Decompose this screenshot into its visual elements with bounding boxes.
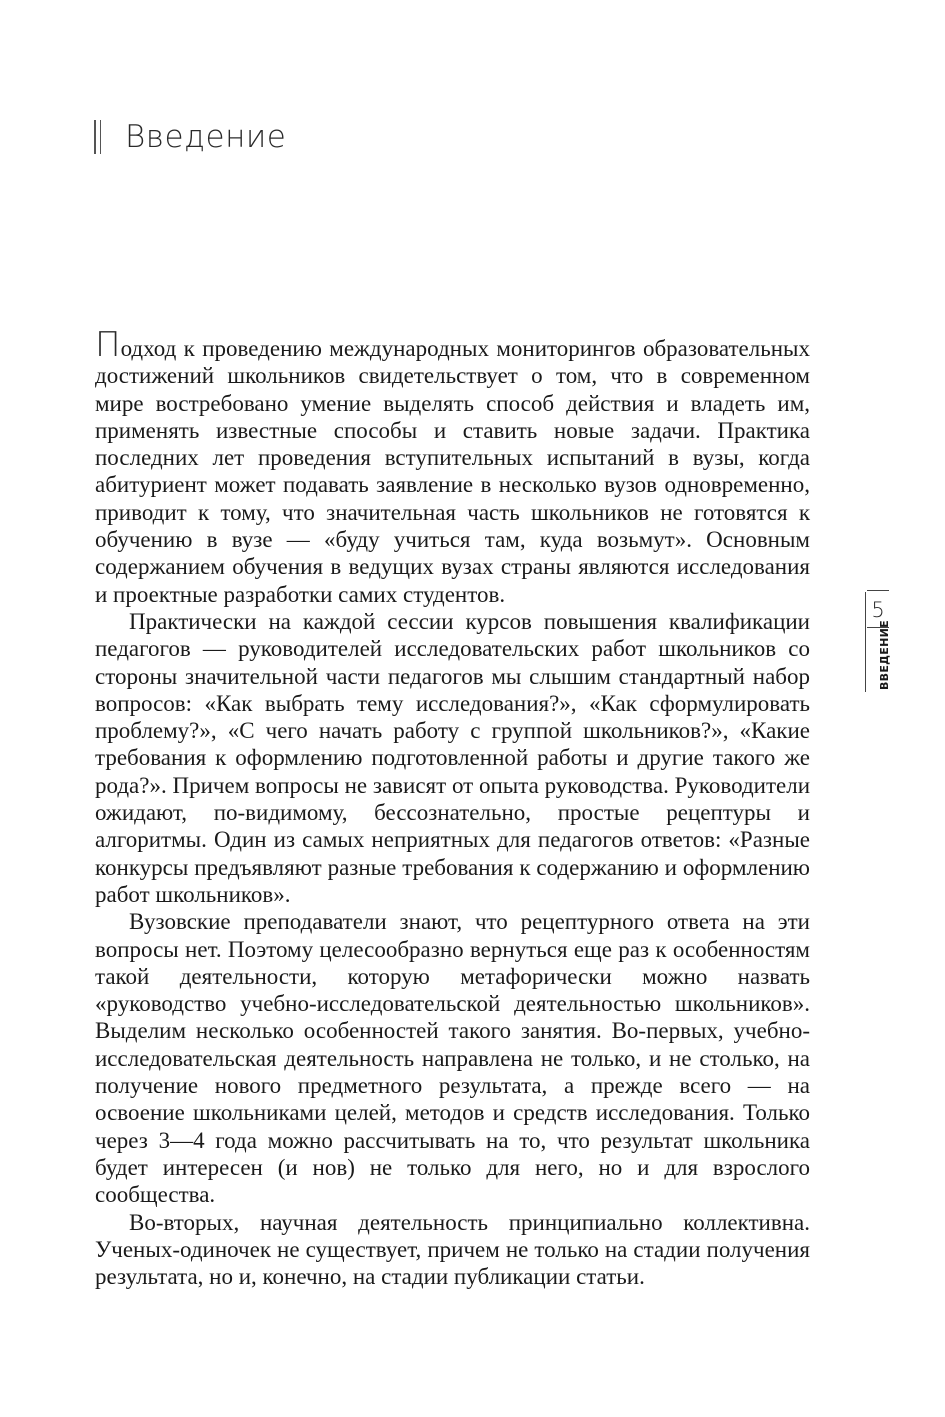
- paragraph-2: Практически на каждой сессии курсов повышения квалификации педагогов — руководителей исследовательских работ школьников со стороны значительной части педагогов мы слышим стандартный набор вопросов: «Как выбрать тему исследования?», «Как сформулировать проблему?», «С чего начать работу с группой школьников?», «Какие требования к оформлению подготовленной работы и другие такого же рода?». Причем вопросы не зависят от опыта руководства. Руководители ожидают, по-видимому, бессознательно, простые рецептуры и алгоритмы. Один из самых неприятных для педагогов ответов: «Разные конкурсы предъявляют разные требования к содержанию и оформлению работ школьников».: [95, 608, 810, 907]
- paragraph-1: [95, 325, 810, 608]
- heading-bar: [100, 120, 102, 154]
- heading-bar: [94, 120, 96, 154]
- running-head: ВВЕДЕНИЕ: [878, 620, 891, 690]
- drop-cap: П: [95, 325, 121, 365]
- chapter-title: Введение: [125, 119, 287, 155]
- paragraph-1-text: одход к проведению международных мониторингов образовательных достижений школьников свидетельствует о том, что в современном мире востребовано умение выделять способ действия и владеть им, применять известные способы и ставить новые задачи. Практика последних лет проведения вступительных испытаний в вузы, когда абитуриент может подавать заявление в несколько вузов одновременно, приводит к тому, что значительная часть школьников не готовятся к обучению в вузе — «буду учиться там, куда возьмут». Основным содержанием обучения в ведущих вузах страны являются исследования и проектные разработки самих студентов.: [95, 336, 810, 607]
- paragraph-4: Во-вторых, научная деятельность принципиально коллективна. Ученых-одиночек не существует, причем не только на стадии получения результата, но и, конечно, на стадии публикации статьи.: [95, 1209, 810, 1290]
- chapter-heading: [94, 112, 286, 162]
- heading-double-bar-ornament: [94, 120, 101, 154]
- page-number: 5: [871, 598, 885, 622]
- side-rule-vertical: [865, 592, 866, 692]
- paragraph-3: Вузовские преподаватели знают, что рецептурного ответа на эти вопросы нет. Поэтому целесообразно вернуться еще раз к особенностям такой деятельности, которую метафорически можно назвать «руководство учебно-исследовательской деятельностью школьников». Выделим несколько особенностей такого занятия. Во-первых, учебно-исследовательская деятельность направлена не только, и не столько, на получение нового предметного результата, а прежде всего — на освоение школьниками целей, методов и средств исследования. Только через 3—4 года можно рассчитывать на то, что результат школьника будет интересен (и нов) не только для него, но и для взрослого сообщества.: [95, 909, 810, 1208]
- body-text: [95, 325, 810, 1290]
- side-rule-top: [867, 590, 889, 591]
